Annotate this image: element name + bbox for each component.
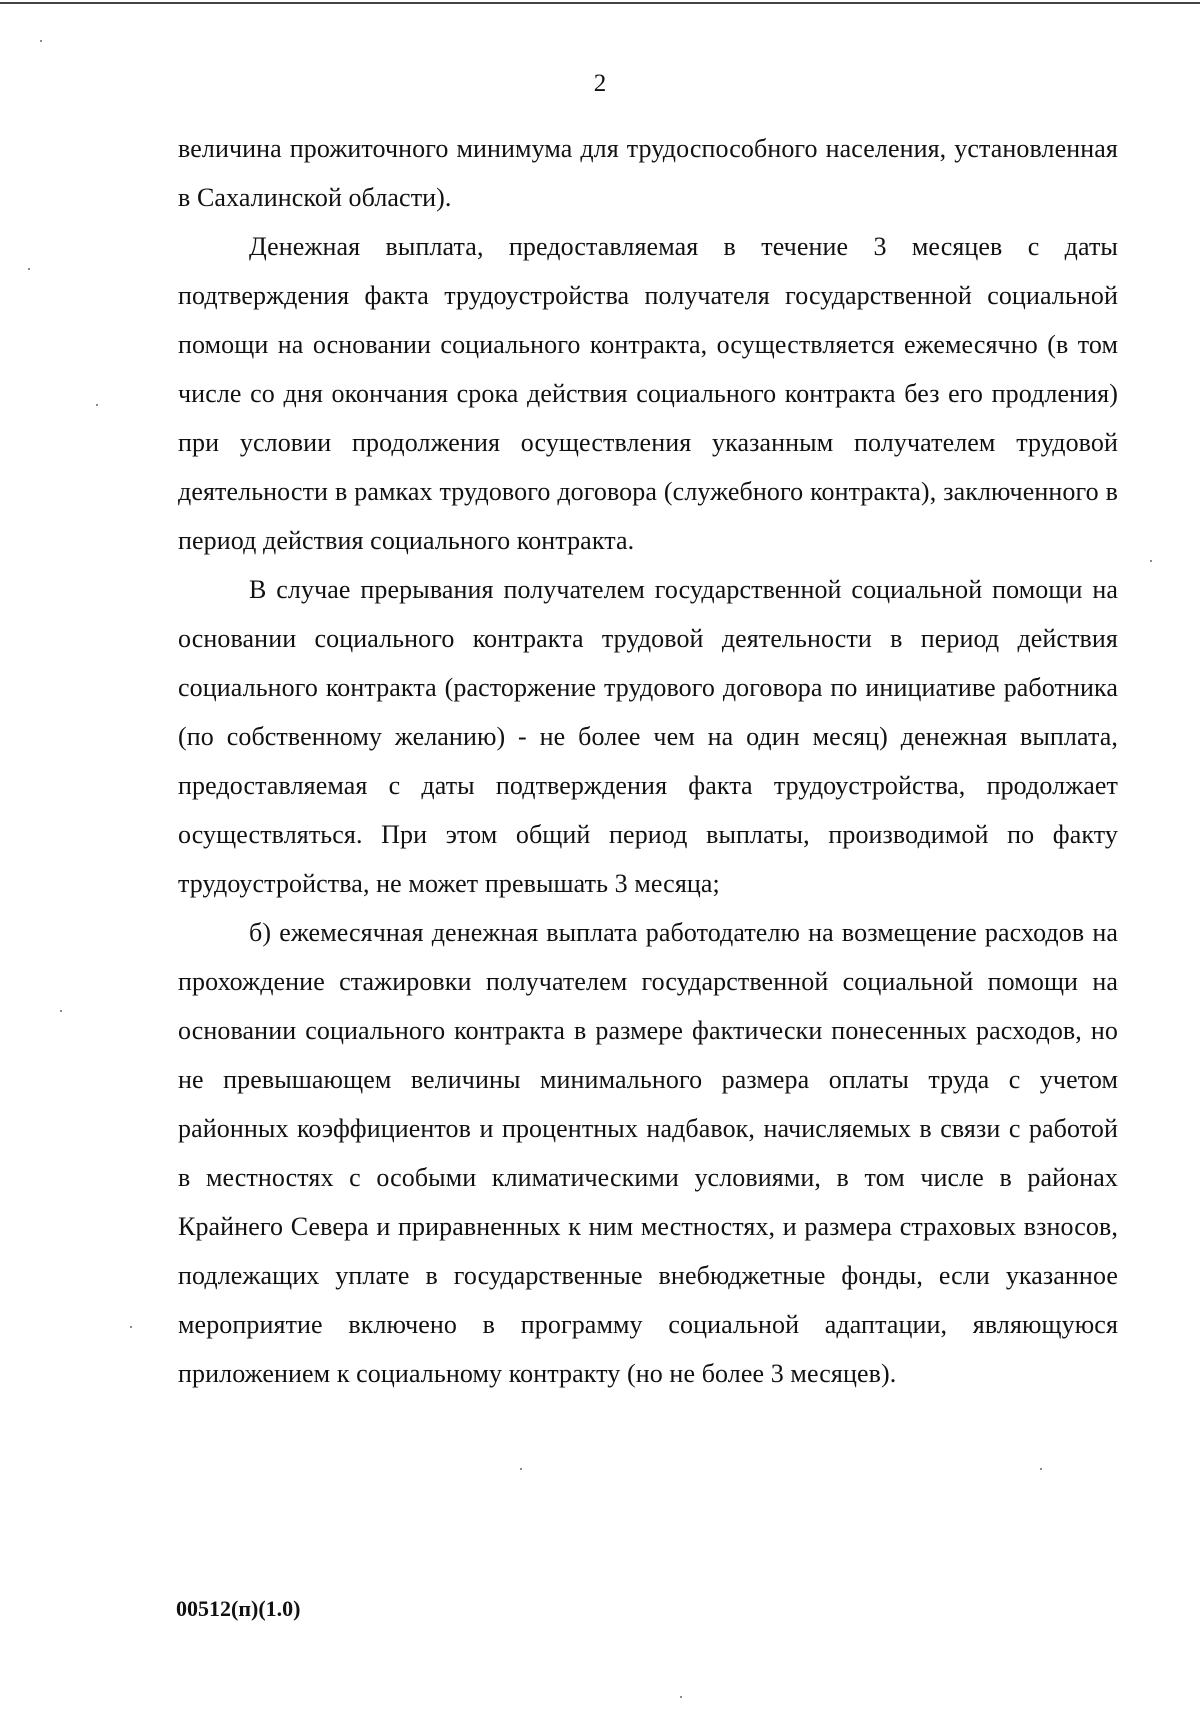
paragraph-payment-terms: Денежная выплата, предоставляемая в течение 3 месяцев с даты подтверждения факта трудоустройства получателя государственной социальной помощи на основании социального контракта, осуществляется ежемесячно (в том числе со дня окончания срока действия социального контракта без его продления) при условии продолжения осуществления указанным получателем трудовой деятельности в рамках трудового договора (служебного контракта), заключенного в период действия социального контракта.	[178, 232, 1118, 555]
document-code: 00512(п)(1.0)	[176, 1596, 301, 1621]
top-edge-rule	[0, 2, 1200, 4]
scan-speck	[60, 1010, 62, 1012]
scan-speck	[520, 1468, 522, 1470]
paragraph-continuation: величина прожиточного минимума для трудоспособного населения, установленная в Сахалинской области).	[178, 134, 1118, 212]
scan-speck	[28, 268, 30, 270]
scan-speck	[680, 1696, 682, 1698]
paragraph-interruption: В случае прерывания получателем государственной социальной помощи на основании социального контракта трудовой деятельности в период действия социального контракта (расторжение трудового договора по инициативе работника (по собственному желанию) - не более чем на один месяц) денежная выплата, предоставляемая с даты подтверждения факта трудоустройства, продолжает осуществляться. При этом общий период выплаты, производимой по факту трудоустройства, не может превышать 3 месяца;	[178, 575, 1118, 898]
scan-speck	[130, 1326, 132, 1328]
document-body	[178, 124, 1118, 1398]
scan-speck	[1150, 560, 1152, 562]
scan-speck	[96, 404, 98, 406]
page-number: 2	[593, 70, 607, 97]
scan-speck	[40, 40, 42, 42]
scan-speck	[1040, 1468, 1042, 1470]
paragraph-item-b: б) ежемесячная денежная выплата работодателю на возмещение расходов на прохождение стажировки получателем государственной социальной помощи на основании социального контракта в размере фактически понесенных расходов, но не превышающем величины минимального размера оплаты труда с учетом районных коэффициентов и процентных надбавок, начисляемых в связи с работой в местностях с особыми климатическими условиями, в том числе в районах Крайнего Севера и приравненных к ним местностях, и размера страховых взносов, подлежащих уплате в государственные внебюджетные фонды, если указанное мероприятие включено в программу социальной адаптации, являющуюся приложением к социальному контракту (но не более 3 месяцев).	[178, 918, 1118, 1388]
